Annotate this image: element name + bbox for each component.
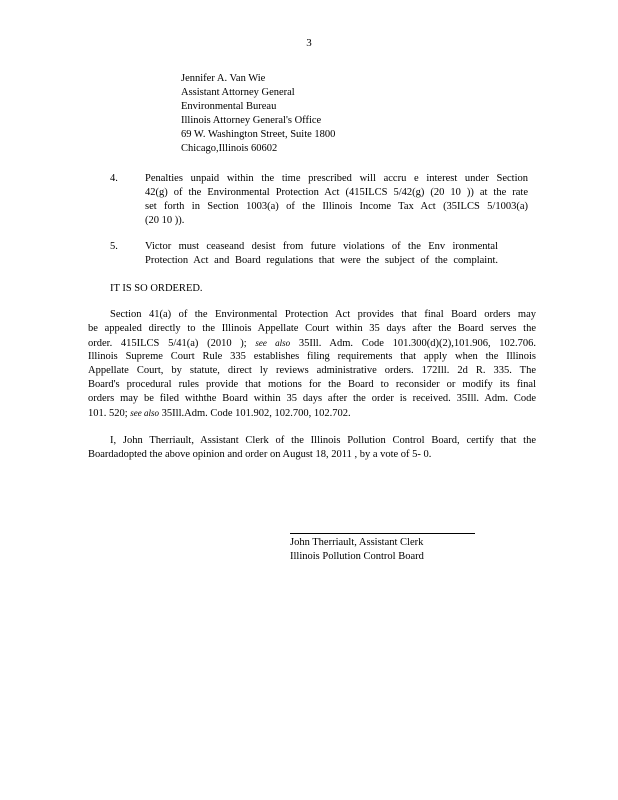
address-line: 69 W. Washington Street, Suite 1800 (181, 129, 336, 140)
address-line: Environmental Bureau (181, 101, 277, 112)
address-line: Assistant Attorney General (181, 87, 295, 98)
paragraph-line: Boardadopted the above opinion and order on August 18, 2011 , by a vote of 5- 0. (88, 449, 432, 460)
paragraph-line: Illinois Supreme Court Rule 335 establishes filing requirements that apply when the Illinois (88, 351, 536, 362)
item-line: set forth in Section 1003(a) of the Illinois Income Tax Act (35ILCS 5/1003(a) (145, 201, 528, 212)
see-also-italic: see also (130, 408, 160, 418)
citation-text: 35Ill. Adm. Code 101.300(d)(2),101.906, 102.706. (298, 338, 537, 349)
paragraph-line: orders may be filed withthe Board within 35 days after the order is received. 35Ill. Adm. Code (88, 393, 536, 404)
item-line: (20 10 )). (145, 215, 185, 226)
signature-line (290, 533, 475, 534)
citation-text: 101. 520; (88, 408, 128, 419)
paragraph-line: Appellate Court, by statute, direct ly reviews administrative orders. 172Ill. 2d R. 335. The (88, 365, 536, 376)
page-number: 3 (306, 37, 312, 49)
paragraph-line: Board's procedural rules provide that motions for the Board to reconsider or modify its final (88, 379, 536, 390)
citation-text: 35Ill.Adm. Code 101.902, 102.700, 102.702. (161, 408, 351, 419)
signature-name: John Therriault, Assistant Clerk (290, 537, 424, 548)
address-line: Illinois Attorney General's Office (181, 115, 322, 126)
see-also-italic: see also (255, 338, 291, 348)
appeal-paragraph (88, 308, 536, 420)
paragraph-line: I, John Therriault, Assistant Clerk of the Illinois Pollution Control Board, certify that the (110, 435, 536, 446)
paragraph-line (88, 406, 536, 420)
address-line: Jennifer A. Van Wie (181, 73, 266, 84)
address-block (181, 72, 335, 156)
signature-org: Illinois Pollution Control Board (290, 551, 424, 562)
item-line: Protection Act and Board regulations that were the subject of the complaint. (145, 255, 498, 266)
citation-text: order. 415ILCS 5/41(a) (2010 ); (88, 338, 247, 349)
item-number: 5. (110, 241, 118, 252)
paragraph-line: be appealed directly to the Illinois Appellate Court within 35 days after the Board serves the (88, 323, 536, 334)
item-text (145, 240, 498, 268)
item-number: 4. (110, 173, 118, 184)
item-line: Victor must ceaseand desist from future violations of the Env ironmental (145, 241, 498, 252)
paragraph-line (88, 336, 536, 350)
address-line: Chicago,Illinois 60602 (181, 143, 278, 154)
item-line: 42(g) of the Environmental Protection Act (415ILCS 5/42(g) (20 10 )) at the rate (145, 187, 528, 198)
item-text (145, 172, 528, 228)
signature-block (290, 536, 424, 564)
so-ordered-heading: IT IS SO ORDERED. (110, 283, 203, 294)
certification-paragraph (88, 434, 536, 462)
item-line: Penalties unpaid within the time prescribed will accru e interest under Section (145, 173, 528, 184)
paragraph-line: Section 41(a) of the Environmental Protection Act provides that final Board orders may (110, 309, 536, 320)
